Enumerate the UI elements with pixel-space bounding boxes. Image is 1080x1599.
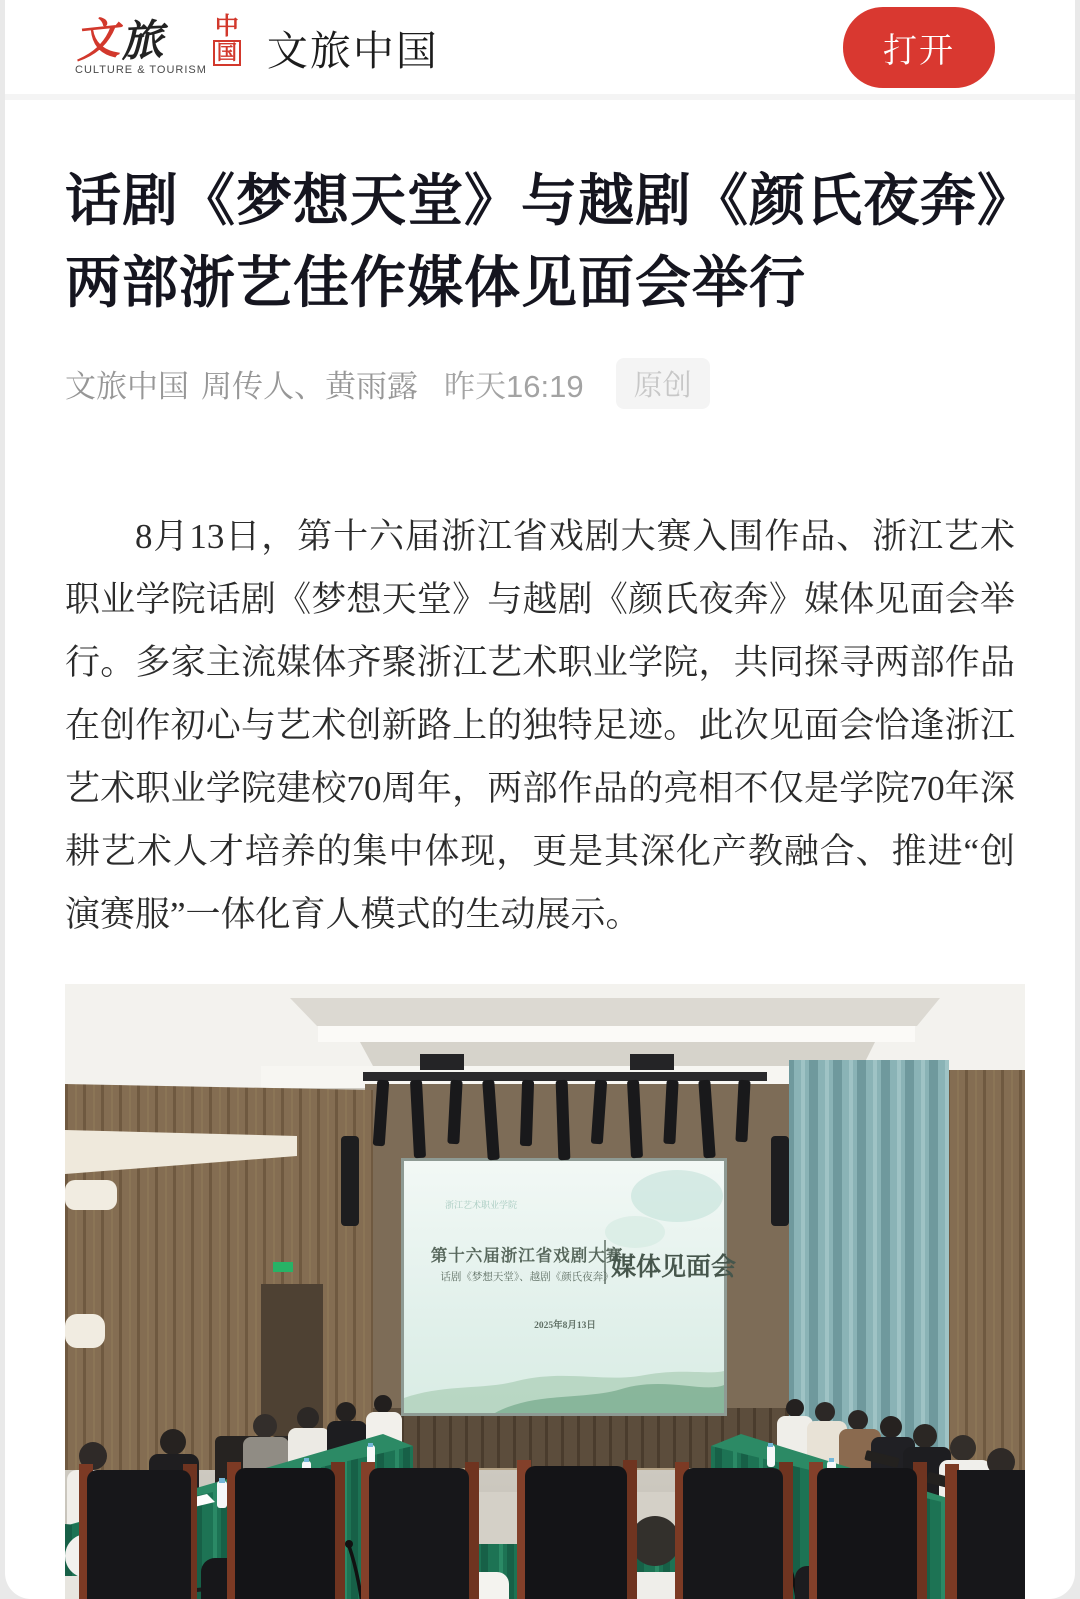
article-content [5, 160, 1075, 1599]
byline-source[interactable]: 文旅中国 [65, 369, 189, 404]
app-header [5, 0, 1075, 100]
article-title: 话剧《梦想天堂》与越剧《颜氏夜奔》两部浙艺佳作媒体见面会举行 [65, 169, 1006, 314]
slide-title-line2: 话剧《梦想天堂》、越剧《颜氏夜奔》 [440, 1272, 614, 1283]
byline-authors: 周传人、黄雨露 [201, 369, 418, 404]
article-photo [65, 984, 1025, 1599]
original-badge: 原创 [616, 358, 710, 409]
logo-char-wen: 文 [72, 13, 122, 67]
left-speaker [341, 1136, 359, 1226]
slide-main-title: 媒体见面会 [611, 1254, 737, 1281]
brand-name: 文旅中国 [266, 27, 439, 74]
open-app-button[interactable]: 打开 [843, 7, 995, 88]
right-speaker [771, 1136, 789, 1226]
logo-char-zhong: 中 [214, 13, 239, 40]
slide-logo-text: 浙江艺术职业学院 [445, 1200, 518, 1210]
logo-char-guo: 国 [213, 40, 241, 66]
logo-seal [213, 15, 241, 66]
byline-time: 昨天16:19 [444, 369, 584, 404]
exit-sign [273, 1262, 293, 1272]
logo-caption: CULTURE & TOURISM [75, 63, 207, 76]
logo-script-block [72, 13, 207, 76]
slide-title-line1: 第十六届浙江省戏剧大赛 [430, 1246, 624, 1265]
article-paragraph: 8月13日，第十六届浙江省戏剧大赛入围作品、浙江艺术职业学院话剧《梦想天堂》与越剧《颜氏夜奔》媒体见面会举行。多家主流媒体齐聚浙江艺术职业学院，共同探寻两部作品在创作初心与艺术创新路上的独特足迹。此次见面会恰逢浙江艺术职业学院建校70周年，两部作品的亮相不仅是学院70年深耕艺术人才培养的集中体现，更是其深化产教融合、推进“创演赛服”一体化育人模式的生动展示。 [65, 517, 1015, 934]
logo-script [72, 13, 207, 67]
byline [65, 358, 1015, 409]
article-page [5, 0, 1075, 1599]
projection-screen [401, 1158, 736, 1416]
logo-char-lv: 旅 [119, 17, 165, 66]
brand-logo [72, 13, 241, 76]
slide-date: 2025年8月13日 [534, 1321, 596, 1331]
